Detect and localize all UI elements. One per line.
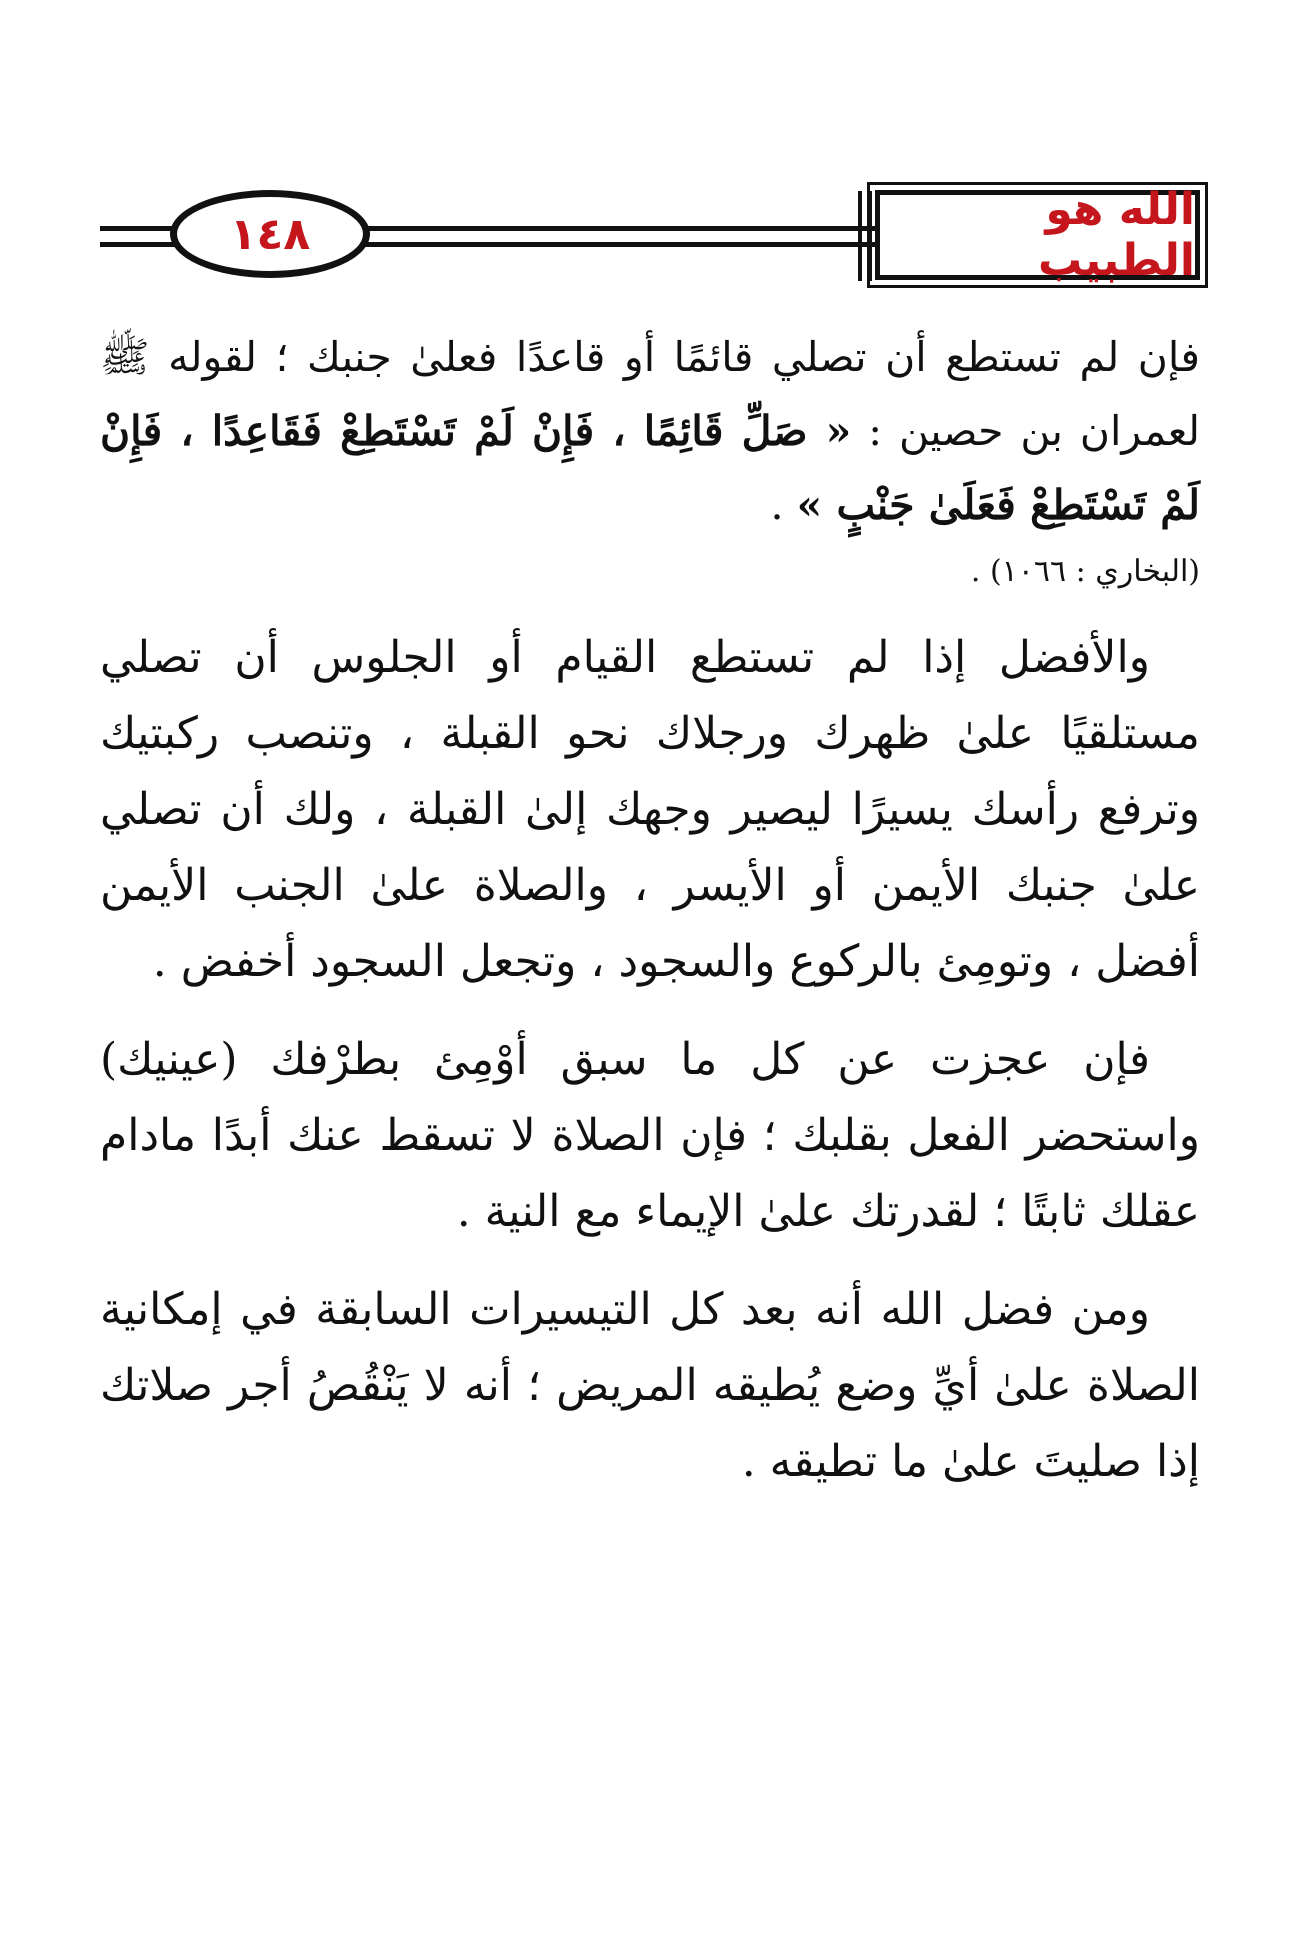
hadith-reference: (البخاري : ١٠٦٦) . [970,554,1200,589]
page-body [100,320,1200,1522]
book-title: الله هو الطبيب [1038,184,1195,286]
paragraph-text: والأفضل إذا لم تستطع القيام أو الجلوس أن تصلي مستلقيًا علىٰ ظهرك ورجلاك نحو القبلة ، وتنصب ركبتيك وترفع رأسك يسيرًا ليصير وجهك إلىٰ القبلة ، ولك أن تصلي علىٰ جنبك الأيمن أو الأيسر ، والصلاة علىٰ الجنب الأيمن أفضل ، وتومِئ بالركوع والسجود ، وتجعل السجود أخفض . [100,632,1200,987]
page-number: ١٤٨ [229,208,311,260]
paragraph-eye-gesture [100,1022,1200,1250]
paragraph-full-reward [100,1272,1200,1500]
hadith-quote: « صَلِّ قَائِمًا ، فَإِنْ لَمْ تَسْتَطِعْ فَقَاعِدًا ، فَإِنْ لَمْ تَسْتَطِعْ فَعَلَىٰ جَنْبٍ » [100,407,1200,529]
paragraph-text: ومن فضل الله أنه بعد كل التيسيرات السابقة في إمكانية الصلاة علىٰ أيِّ وضع يُطيقه المريض ؛ أنه لا يَنْقُصُ أجر صلاتك إذا صليتَ علىٰ ما تطيقه . [100,1284,1200,1487]
paragraph-end: . [770,481,797,529]
page-number-badge [170,190,370,278]
paragraph-hadith [100,320,1200,542]
paragraph-lying-prayer [100,620,1200,1000]
title-frame [875,184,1200,286]
page-header [100,184,1200,290]
paragraph-text: فإن عجزت عن كل ما سبق أوْمِئ بطرْفك (عينيك) واستحضر الفعل بقلبك ؛ فإن الصلاة لا تسقط عنك أبدًا مادام عقلك ثابتًا ؛ لقدرتك علىٰ الإيماء مع النية . [100,1034,1200,1237]
paragraph-intro: فإن لم تستطع أن تصلي قائمًا أو قاعدًا فعلىٰ جنبك ؛ لقوله ﷺ لعمران بن حصين : [100,333,1200,455]
